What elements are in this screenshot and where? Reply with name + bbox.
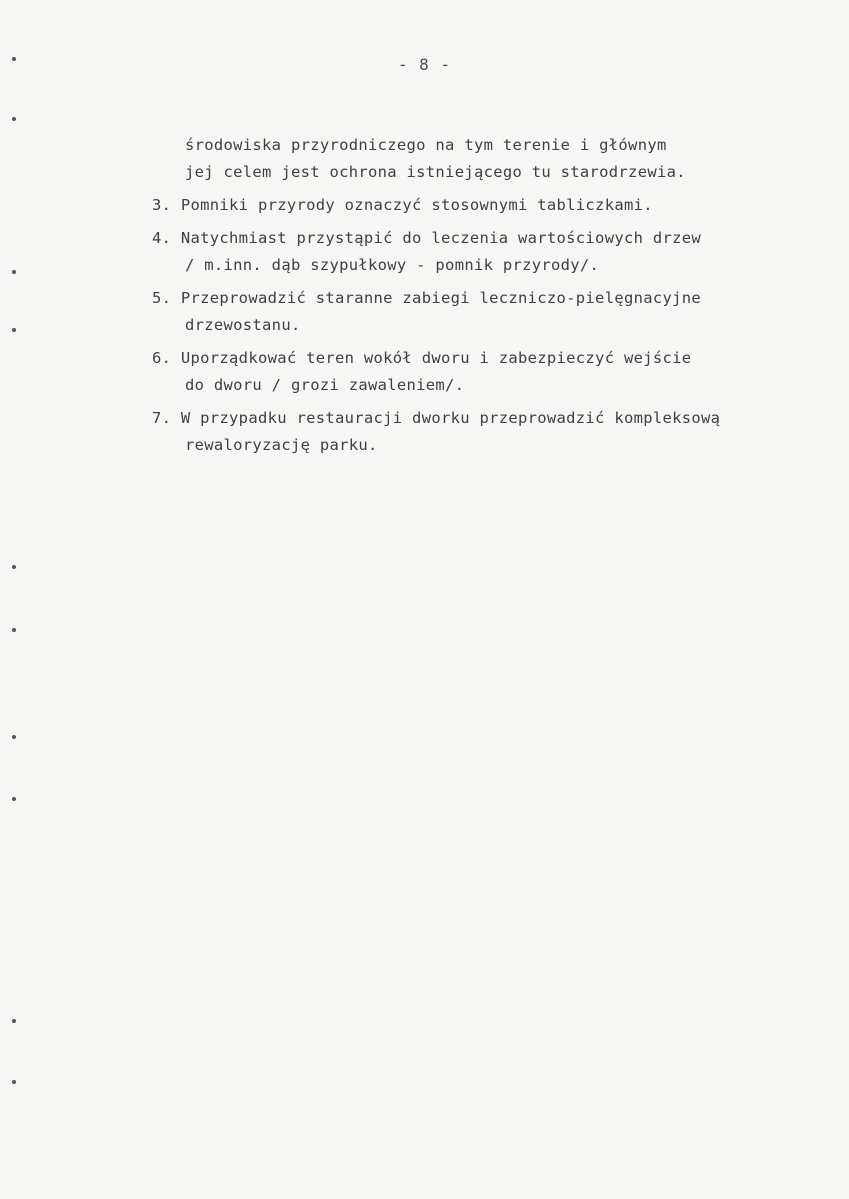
list-item (152, 285, 792, 339)
text-line: drzewostanu. (185, 316, 301, 334)
margin-mark (12, 1019, 16, 1023)
margin-mark (12, 57, 16, 61)
text-line: rewaloryzację parku. (185, 436, 378, 454)
text-line: 5. Przeprowadzić staranne zabiegi leczniczo-pielęgnacyjne (152, 289, 702, 307)
list-item (152, 225, 792, 279)
margin-mark (12, 628, 16, 632)
margin-mark (12, 735, 16, 739)
text-line: 4. Natychmiast przystąpić do leczenia wartościowych drzew (152, 229, 702, 247)
text-line: jej celem jest ochrona istniejącego tu starodrzewia. (185, 163, 686, 181)
margin-mark (12, 270, 16, 274)
list-item (152, 192, 792, 219)
intro-paragraph (152, 132, 792, 186)
list-item (152, 405, 792, 459)
list-item (152, 345, 792, 399)
text-line: / m.inn. dąb szypułkowy - pomnik przyrody/. (185, 256, 600, 274)
page-number: - 8 - (397, 55, 452, 74)
text-line: 6. Uporządkować teren wokół dworu i zabezpieczyć wejście (152, 349, 692, 367)
text-line: 3. Pomniki przyrody oznaczyć stosownymi tabliczkami. (152, 196, 653, 214)
document-body (152, 132, 792, 459)
text-line: środowiska przyrodniczego na tym terenie i głównym (185, 136, 667, 154)
margin-mark (12, 328, 16, 332)
text-line: 7. W przypadku restauracji dworku przeprowadzić kompleksową (152, 409, 721, 427)
margin-mark (12, 117, 16, 121)
margin-mark (12, 797, 16, 801)
margin-mark (12, 565, 16, 569)
text-line: do dworu / grozi zawaleniem/. (185, 376, 465, 394)
margin-mark (12, 1080, 16, 1084)
